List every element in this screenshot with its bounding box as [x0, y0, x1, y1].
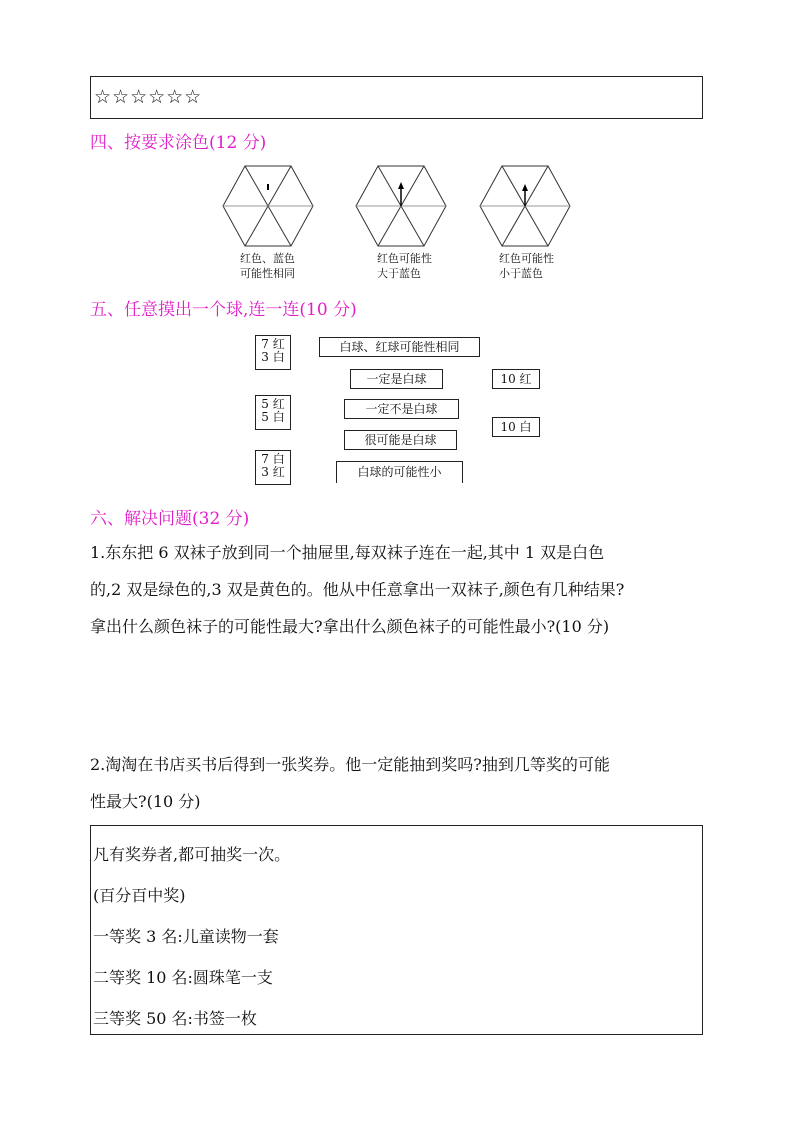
- prize-line: (百分百中奖): [93, 886, 186, 905]
- hexagon-2[interactable]: [355, 165, 447, 247]
- right-box-2[interactable]: 10 白: [492, 417, 540, 437]
- left-box-line: 5 白: [261, 410, 285, 424]
- hexagon-1[interactable]: [222, 165, 314, 247]
- question-2-line: 2.淘淘在书店买书后得到一张奖券。他一定能抽到奖吗?抽到几等奖的可能: [90, 755, 610, 774]
- left-box-2[interactable]: [255, 395, 291, 430]
- hexagon-caption-1: [240, 251, 295, 281]
- caption-line: 红色可能性: [499, 252, 554, 265]
- right-box-1[interactable]: 10 红: [492, 369, 540, 389]
- section6-title: 六、解决问题(32 分): [90, 509, 250, 529]
- middle-box-3[interactable]: 一定不是白球: [344, 399, 459, 419]
- question-1-line: 拿出什么颜色袜子的可能性最大?拿出什么颜色袜子的可能性最小?(10 分): [90, 617, 610, 636]
- prize-line: 二等奖 10 名:圆珠笔一支: [93, 968, 273, 987]
- question-2-line: 性最大?(10 分): [90, 792, 201, 811]
- stars-box: [90, 76, 703, 119]
- question-2: [90, 746, 710, 820]
- section4-title: 四、按要求涂色(12 分): [90, 133, 267, 153]
- left-box-line: 7 红: [261, 337, 285, 351]
- prize-line: 一等奖 3 名:儿童读物一套: [93, 927, 279, 946]
- left-box-line: 7 白: [261, 452, 285, 466]
- caption-line: 红色、蓝色: [240, 252, 295, 265]
- caption-line: 红色可能性: [377, 252, 432, 265]
- question-1-line: 1.东东把 6 双袜子放到同一个抽屉里,每双袜子连在一起,其中 1 双是白色: [90, 543, 605, 562]
- caption-line: 小于蓝色: [499, 267, 543, 280]
- middle-box-1[interactable]: 白球、红球可能性相同: [319, 337, 480, 357]
- hexagon-group-3: [479, 165, 571, 251]
- prize-line: 三等奖 50 名:书签一枚: [93, 1009, 257, 1028]
- question-1: [90, 534, 710, 645]
- hexagon-caption-2: [377, 251, 432, 281]
- left-box-line: 5 红: [261, 397, 285, 411]
- caption-line: 大于蓝色: [377, 267, 421, 280]
- stars-text: ☆☆☆☆☆☆: [94, 86, 203, 108]
- caption-line: 可能性相同: [240, 267, 295, 280]
- left-box-1[interactable]: [255, 335, 291, 370]
- prize-box: [90, 825, 703, 1035]
- left-box-line: 3 红: [261, 465, 285, 479]
- left-box-line: 3 白: [261, 350, 285, 364]
- hexagon-group-2: [355, 165, 447, 251]
- middle-box-5[interactable]: 白球的可能性小: [336, 461, 463, 483]
- question-1-line: 的,2 双是绿色的,3 双是黄色的。他从中任意拿出一双袜子,颜色有几种结果?: [90, 580, 625, 599]
- left-box-3[interactable]: [255, 450, 291, 485]
- section5-title: 五、任意摸出一个球,连一连(10 分): [90, 300, 357, 320]
- prize-line: 凡有奖券者,都可抽奖一次。: [93, 845, 291, 864]
- middle-box-2[interactable]: 一定是白球: [350, 369, 443, 389]
- middle-box-4[interactable]: 很可能是白球: [344, 430, 457, 450]
- hexagon-group-1: [222, 165, 314, 251]
- hexagon-caption-3: [499, 251, 554, 281]
- hexagon-3[interactable]: [479, 165, 571, 247]
